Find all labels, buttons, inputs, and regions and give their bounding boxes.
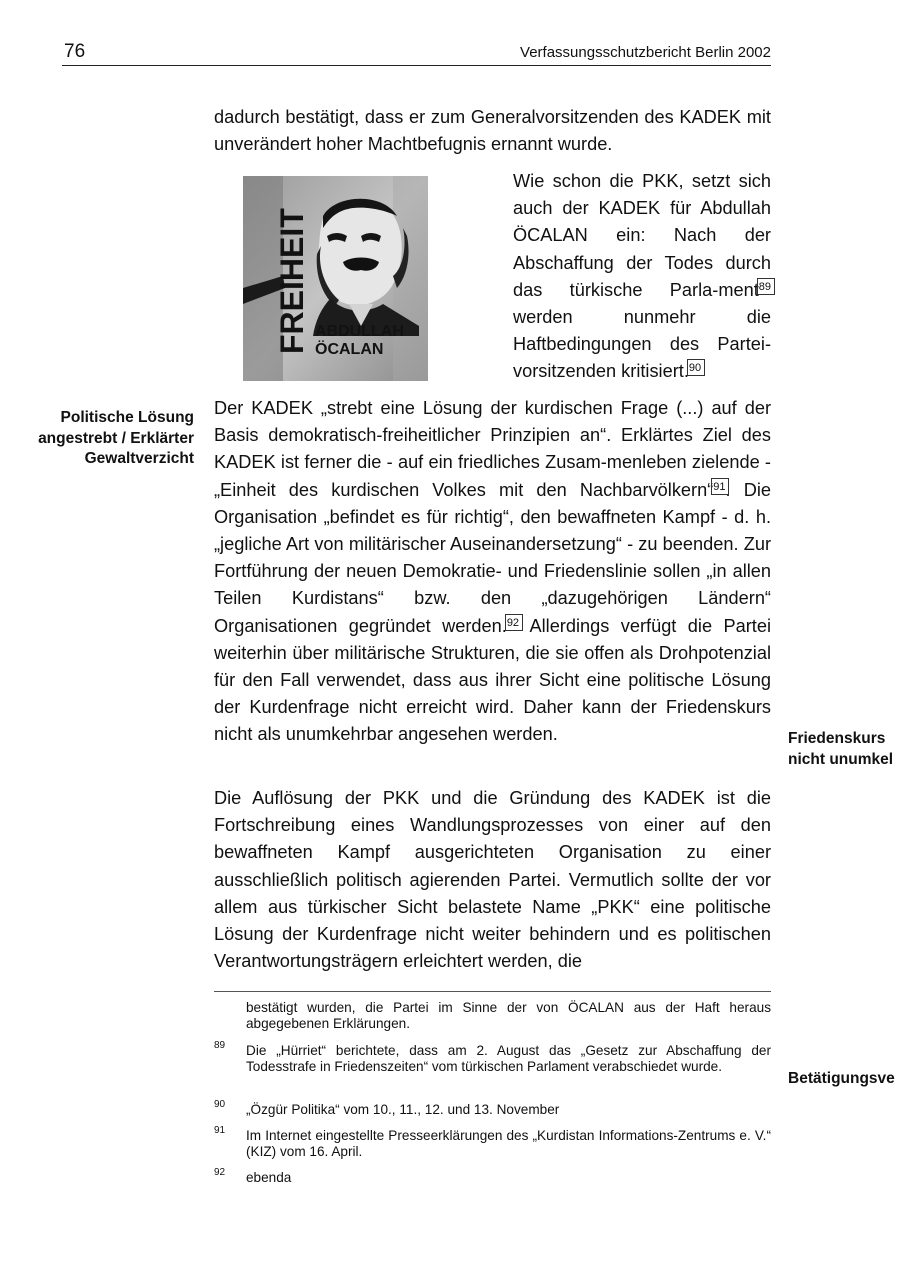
footnote-number: 89 (214, 1040, 226, 1051)
margin-note-activities: Betätigungsve (788, 1070, 895, 1087)
margin-note-peace-course (788, 729, 900, 770)
paragraph-kadek-text-3: Allerdings verfügt die Partei weiterhin über militärische Strukturen, die sie offen als Drohpotenzial für den Fall verwendet, dass aus ihrer Sicht eine politische Lösung der Kurdenfrage nicht erreicht wird. Daher kann der Friedenskurs nicht als unumkehrbar angesehen werden. (214, 615, 771, 745)
poster-image-icon (243, 176, 428, 381)
poster-name-line2: ÖCALAN (315, 341, 384, 358)
footnote-text: Die „Hürriet“ berichtete, dass am 2. August das „Gesetz zur Abschaffung der Todesstrafe in Friedenszeiten“ vom türkischen Parlament verabschiedet wurde. (246, 1043, 771, 1075)
running-title: Verfassungsschutzbericht Berlin 2002 (520, 44, 771, 61)
footnote-text: „Özgür Politika“ vom 10., 11., 12. und 13. November (246, 1102, 560, 1117)
poster-name-line1: ABDULLAH (315, 323, 404, 340)
page-number: 76 (64, 41, 86, 62)
margin-note-political-solution: Politische Lösung angestrebt / Erklärter Gewaltverzicht (38, 409, 194, 467)
poster-word: FREIHEIT (274, 208, 310, 354)
paragraph-kadek-text-1: Der KADEK „strebt eine Lösung der kurdischen Frage (...) auf der Basis demokratisch-freiheitlicher Prinzipien an“. Erklärtes Ziel des KADEK ist ferner die - auf ein friedliches Zusam-menleben zielende - „Einheit des kurdischen Volkes mit den Nachbarvölkern“ (214, 398, 771, 500)
footnote-number: 91 (214, 1125, 226, 1136)
footnote-text: ebenda (246, 1170, 292, 1185)
footnote-90 (214, 1099, 771, 1118)
footnote-number: 92 (214, 1167, 226, 1178)
margin-note-peace-course-line1: Friedenskurs (788, 730, 886, 747)
footnote-continuation-text: bestätigt wurden, die Partei im Sinne der von ÖCALAN aus der Haft heraus abgegebenen Erklärungen. (246, 1000, 771, 1032)
paragraph-ocalan: Wie schon die PKK, setzt sich auch der KADEK für Abdullah ÖCALAN ein: Nach der Abschaffung der Todes durch das türkische Parla-ment$^{89}$ werden nunmehr die Haftbedingungen des Partei-vorsitzenden kritisiert.$^{90}$ (513, 171, 771, 382)
footnote-number: 90 (214, 1099, 226, 1110)
ocalan-poster-photo (243, 176, 428, 381)
paragraph-ocalan-text-2: werden nunmehr die Haftbedingungen des Partei-vorsitzenden kritisiert. (513, 307, 771, 382)
footnote-rule (214, 991, 771, 992)
paragraph-ocalan-text-1: Wie schon die PKK, setzt sich auch der KADEK für Abdullah ÖCALAN ein: Nach der Abschaffung der Todes durch das türkische Parla-ment (513, 171, 771, 300)
paragraph-kadek-goals: Der KADEK „strebt eine Lösung der kurdischen Frage (...) auf der Basis demokratisch-freiheitlicher Prinzipien an“. Erklärtes Ziel des KADEK ist ferner die - auf ein friedliches Zusam-menleben zielende - „Einheit des kurdischen Volkes mit den Nachbarvölkern“$^{91}$. Die Organisation „befindet es für richtig“, den bewaffneten Kampf - d. h. „jegliche Art von militärischer Auseinandersetzung“ - zu beenden. Zur Fortführung der neuen Demokratie- und Friedenslinie sollen „in allen Teilen Kurdistans“ bzw. den „dazugehörigen Ländern“ Organisationen gegründet werden.$^{92}$ Allerdings verfügt die Partei weiterhin über militärische Strukturen, die sie offen als Drohpotenzial für den Fall verwendet, dass aus ihrer Sicht eine politische Lösung der Kurdenfrage nicht erreicht wird. Daher kann der Friedenskurs nicht als unumkehrbar angesehen werden. (214, 398, 771, 745)
header-rule (62, 65, 771, 66)
paragraph-kadek-text-2: . Die Organisation „befindet es für richtig“, den bewaffneten Kampf - d. h. „jegliche Art von militärischer Auseinandersetzung“ - zu beenden. Zur Fortführung der neuen Demokratie- und Friedenslinie sollen „in allen Teilen Kurdistans“ bzw. den „dazugehörigen Ländern“ Organisationen gegründet werden. (214, 479, 771, 636)
paragraph-pkk-dissolution: Die Auflösung der PKK und die Gründung des KADEK ist die Fortschreibung eines Wandlungsprozesses von einer auf den bewaffneten Kampf ausgerichteten Organisation zu einer ausschließlich politisch agierenden Partei. Vermutlich sollte der vor allem aus türkischer Sicht belastete Name „PKK“ eine politische Lösung der Kurdenfrage nicht weiter behindern und es politischen Verantwortungsträgern erleichtert werden, die (214, 788, 771, 972)
margin-note-peace-course-line2: nicht unumkel (788, 750, 894, 768)
footnote-text: Im Internet eingestellte Presseerklärungen des „Kurdistan Informations-Zentrums e. V.“ (KIZ) vom 16. April. (246, 1128, 771, 1160)
footnote-91 (214, 1125, 771, 1161)
footnote-89 (214, 1040, 771, 1076)
footnote-continuation (214, 1000, 771, 1033)
footnote-92 (214, 1167, 771, 1186)
paragraph-intro: dadurch bestätigt, dass er zum Generalvorsitzenden des KADEK mit unverändert hoher Machtbefugnis ernannt wurde. (214, 107, 771, 155)
